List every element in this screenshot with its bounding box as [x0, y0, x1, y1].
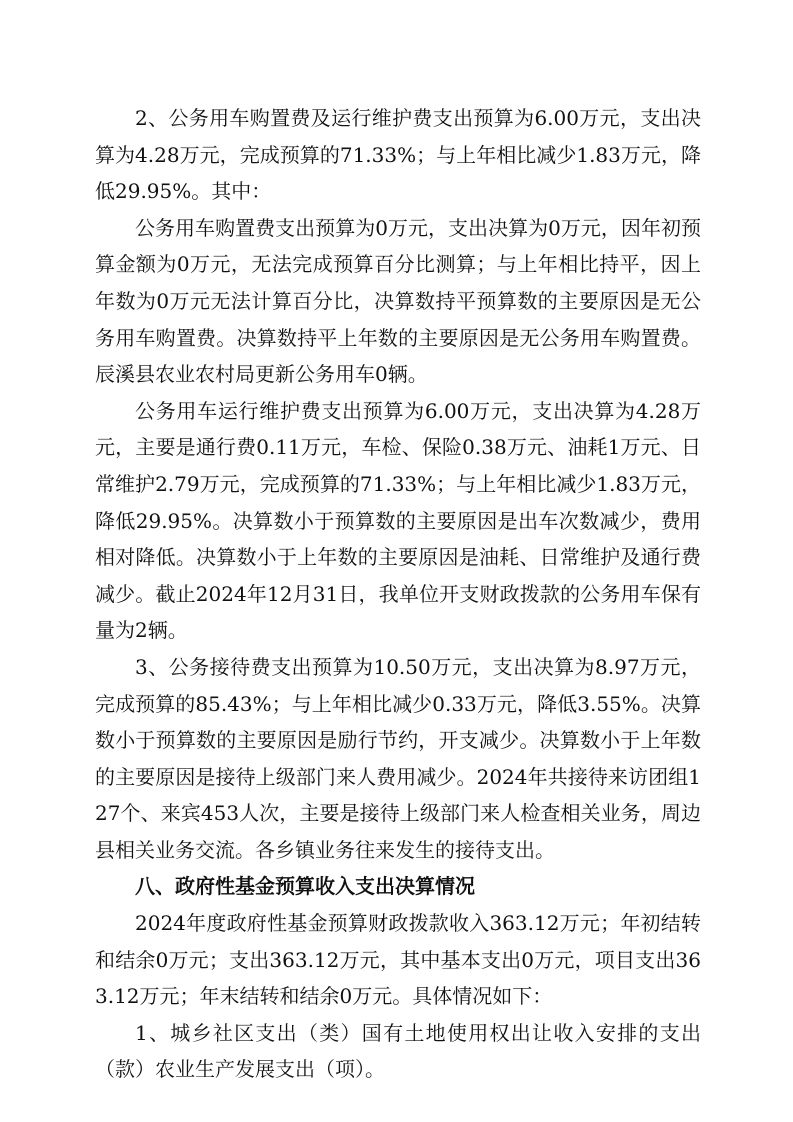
paragraph-fund-item-1: 1、城乡社区支出（类）国有土地使用权出让收入安排的支出（款）农业生产发展支出（项）。: [95, 1020, 701, 1082]
section-heading-government-fund: 八、政府性基金预算收入支出决算情况: [135, 874, 475, 899]
paragraph-vehicle-total: 2、公务用车购置费及运行维护费支出预算为6.00万元，支出决算为4.28万元，完成预算的71.33%；与上年相比减少1.83万元，降低29.95%。其中：: [95, 106, 701, 204]
paragraph-reception: 3、公务接待费支出预算为10.50万元，支出决算为8.97万元，完成预算的85.43%；与上年相比减少0.33万元，降低3.55%。决算数小于预算数的主要原因是励行节约，开支减少。决算数小于上年数的主要原因是接待上级部门来人费用减少。2024年共接待来访团组127个、来宾453人次，主要是接待上级部门来人检查相关业务，周边县相关业务交流。各乡镇业务往来发生的接待支出。: [95, 654, 701, 862]
paragraph-fund-summary: 2024年度政府性基金预算财政拨款收入363.12万元；年初结转和结余0万元；支出363.12万元，其中基本支出0万元，项目支出363.12万元；年末结转和结余0万元。具体情况如下：: [95, 911, 701, 1009]
paragraph-vehicle-maintenance: 公务用车运行维护费支出预算为6.00万元，支出决算为4.28万元，主要是通行费0.11万元，车检、保险0.38万元、油耗1万元、日常维护2.79万元，完成预算的71.33%；与上年相比减少1.83万元，降低29.95%。决算数小于预算数的主要原因是出车次数减少，费用相对降低。决算数小于上年数的主要原因是油耗、日常维护及通行费减少。截止2024年12月31日，我单位开支财政拨款的公务用车保有量为2辆。: [95, 398, 701, 643]
paragraph-vehicle-purchase: 公务用车购置费支出预算为0万元，支出决算为0万元，因年初预算金额为0万元，无法完成预算百分比测算；与上年相比持平，因上年数为0万元无法计算百分比，决算数持平预算数的主要原因是无公务用车购置费。决算数持平上年数的主要原因是无公务用车购置费。辰溪县农业农村局更新公务用车0辆。: [95, 215, 701, 387]
document-page: [95, 100, 701, 1088]
